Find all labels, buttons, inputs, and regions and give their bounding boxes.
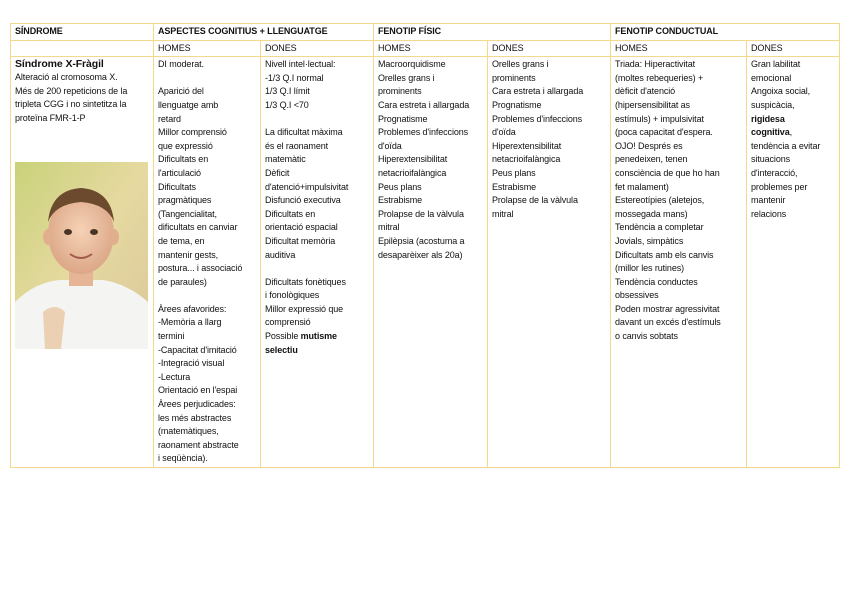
text-line: Cara estreta i allargada: [378, 99, 470, 110]
text-line: que expressió: [158, 140, 213, 151]
cognitiva-comma: ,: [789, 127, 793, 138]
mutisme-bold: mutisme: [300, 331, 337, 342]
text-line: desaparèixer als 20a): [378, 249, 463, 260]
cognitive-women-list: [265, 58, 370, 330]
selectiu-bold: selectiu: [265, 344, 298, 355]
text-line: d'oïda: [492, 127, 516, 138]
text-line: Dificultats fonètiques: [265, 276, 346, 287]
text-line: prominents: [492, 72, 536, 83]
text-line: de tema, en: [158, 235, 205, 246]
text-line: Macroorquidisme: [378, 59, 446, 70]
text-line: [158, 72, 257, 86]
text-line: Disfunció executiva: [265, 195, 341, 206]
text-line: Prognatisme: [492, 99, 542, 110]
text-line: Jovials, simpàtics: [615, 235, 684, 246]
text-line: Àrees perjudicades:: [158, 399, 236, 410]
text-line: (matemàtiques,: [158, 426, 219, 437]
text-line: Hiperextensibilitat: [492, 140, 562, 151]
cognitive-women-cell: [261, 57, 374, 468]
text-line: (millor les rutines): [615, 263, 685, 274]
text-line: d'interacció,: [751, 167, 798, 178]
text-line: prominents: [378, 86, 422, 97]
text-line: 1/3 Q.I <70: [265, 99, 309, 110]
subheader-fisic-homes: HOMES: [374, 40, 488, 57]
text-line: raonament abstracte: [158, 439, 239, 450]
text-line: [158, 289, 257, 303]
text-line: obsessives: [615, 290, 659, 301]
text-line: Dificultats amb els canvis: [615, 249, 714, 260]
text-line: mossegada mans): [615, 208, 688, 219]
text-line: Prolapse de la vàlvula: [492, 195, 578, 206]
text-line: DI moderat.: [158, 59, 204, 70]
text-line: Hiperextensibilitat: [378, 154, 448, 165]
text-line: Angoixa social,: [751, 86, 811, 97]
text-line: Estrabisme: [492, 181, 537, 192]
text-line: La dificultat màxima: [265, 127, 343, 138]
text-line: Prolapse de la vàlvula: [378, 208, 464, 219]
text-line: Dificultats en: [158, 154, 209, 165]
text-line: -Memòria a llarg: [158, 317, 222, 328]
physical-men-cell: [374, 57, 488, 468]
text-line: Peus plans: [492, 167, 536, 178]
text-line: Tendència conductes: [615, 276, 698, 287]
subheader-cognitius-homes: HOMES: [154, 40, 261, 57]
text-line: Dificultat memòria: [265, 235, 336, 246]
text-line: netacrioifalàngica: [492, 154, 561, 165]
text-line: auditiva: [265, 249, 296, 260]
text-line: Millor expressió que: [265, 303, 344, 314]
text-line: Problemes d'infeccions: [492, 113, 583, 124]
text-line: (poca capacitat d'espera.: [615, 127, 713, 138]
syndrome-description-line: proteïna FMR-1-P: [15, 112, 86, 123]
rigidesa-bold: rigidesa: [751, 113, 785, 124]
cognitiva-line: [751, 126, 836, 140]
text-line: consciència de que ho han: [615, 167, 720, 178]
text-line: les més abstractes: [158, 412, 232, 423]
text-line: dificultats en canviar: [158, 222, 238, 233]
subheader-row: [11, 40, 840, 57]
text-line: Orelles grans i: [378, 72, 435, 83]
text-line: -1/3 Q.I normal: [265, 72, 324, 83]
text-line: Triada: Hiperactivitat: [615, 59, 696, 70]
text-line: orientació espacial: [265, 222, 338, 233]
text-line: comprensió: [265, 317, 311, 328]
behaviour-men-cell: [611, 57, 747, 468]
cognitive-men-list: [158, 58, 257, 466]
text-line: suspicàcia,: [751, 99, 795, 110]
subheader-conductual-homes: HOMES: [611, 40, 747, 57]
text-line: (hipersensibilitat as: [615, 99, 690, 110]
text-line: -Integració visual: [158, 358, 225, 369]
text-line: -Lectura: [158, 371, 191, 382]
text-line: Cara estreta i allargada: [492, 86, 584, 97]
text-line: Dificultats: [158, 181, 196, 192]
text-line: davant un excés d'estímuls: [615, 317, 721, 328]
header-fisic: FENOTIP FÍSIC: [374, 24, 611, 41]
text-line: relacions: [751, 208, 787, 219]
text-line: d'atenció+impulsivitat: [265, 181, 349, 192]
text-line: Peus plans: [378, 181, 422, 192]
syndrome-description-line: Més de 200 repeticions de la: [15, 85, 128, 96]
syndrome-name: Síndrome X-Fràgil: [15, 58, 104, 71]
text-line: Millor comprensió: [158, 127, 227, 138]
header-conductual: FENOTIP CONDUCTUAL: [611, 24, 840, 41]
text-line: -Capacitat d'imitació: [158, 344, 237, 355]
text-line: Orientació en l'espai: [158, 385, 238, 396]
syndrome-cell: [11, 57, 154, 468]
subheader-empty: [11, 40, 154, 57]
text-line: Aparició del: [158, 86, 204, 97]
physical-men-list: [378, 58, 484, 262]
child-photo: [15, 162, 148, 349]
text-line: mantenir gests,: [158, 249, 219, 260]
text-line: o canvis sobtats: [615, 331, 678, 342]
text-line: Prognatisme: [378, 113, 428, 124]
text-line: d'oïda: [378, 140, 402, 151]
text-line: OJO! Després es: [615, 140, 683, 151]
text-line: situacions: [751, 154, 791, 165]
text-line: llenguatge amb: [158, 99, 219, 110]
text-line: 1/3 Q.I límit: [265, 86, 310, 97]
behaviour-women-after: [751, 140, 836, 222]
cognitiva-bold: cognitiva: [751, 127, 790, 138]
text-line: Àrees afavorides:: [158, 303, 227, 314]
text-line: estímuls) + impulsivitat: [615, 113, 704, 124]
physical-women-cell: [488, 57, 611, 468]
text-line: Gran labilitat: [751, 59, 801, 70]
mutisme-line: [265, 330, 370, 344]
text-line: [265, 113, 370, 127]
text-line: dèficit d'atenció: [615, 86, 676, 97]
text-line: mitral: [492, 208, 514, 219]
text-line: Orelles grans i: [492, 59, 549, 70]
text-line: emocional: [751, 72, 792, 83]
subheader-conductual-dones: DONES: [747, 40, 840, 57]
header-row: [11, 24, 840, 41]
behaviour-women-cell: [747, 57, 840, 468]
header-sindrome: SÍNDROME: [11, 24, 154, 41]
header-cognitius: ASPECTES COGNITIUS + LLENGUATGE: [154, 24, 374, 41]
text-line: i fonològiques: [265, 290, 320, 301]
text-line: Estrabisme: [378, 195, 423, 206]
text-line: Epilèpsia (acostuma a: [378, 235, 465, 246]
text-line: (Tangencialitat,: [158, 208, 217, 219]
text-line: mitral: [378, 222, 400, 233]
text-line: retard: [158, 113, 181, 124]
text-line: l'articulació: [158, 167, 201, 178]
text-line: de paraules): [158, 276, 207, 287]
text-line: termini: [158, 331, 185, 342]
text-line: penedeixen, tenen: [615, 154, 688, 165]
mutisme-prefix: Possible: [265, 331, 301, 342]
text-line: matemàtic: [265, 154, 306, 165]
text-line: tendència a evitar: [751, 140, 821, 151]
physical-women-list: [492, 58, 607, 221]
text-line: és el raonament: [265, 140, 329, 151]
text-line: netacrioifalàngica: [378, 167, 447, 178]
text-line: Dificultats en: [265, 208, 316, 219]
text-line: (moltes rebequeries) +: [615, 72, 704, 83]
text-line: problemes per: [751, 181, 808, 192]
text-line: Problemes d'infeccions: [378, 127, 469, 138]
text-line: Dèficit: [265, 167, 290, 178]
syndrome-table: [10, 23, 840, 468]
text-line: Tendència a completar: [615, 222, 704, 233]
cognitive-men-cell: [154, 57, 261, 468]
text-line: fet malament): [615, 181, 669, 192]
text-line: Poden mostrar agressivitat: [615, 303, 720, 314]
behaviour-men-list: [615, 58, 743, 343]
text-line: pragmàtiques: [158, 195, 212, 206]
syndrome-description-line: tripleta CGG i no sintetitza la: [15, 99, 127, 110]
behaviour-women-before: [751, 58, 836, 112]
subheader-cognitius-dones: DONES: [261, 40, 374, 57]
syndrome-description-line: Alteració al cromosoma X.: [15, 72, 118, 83]
text-line: mantenir: [751, 195, 786, 206]
text-line: Nivell intel·lectual:: [265, 59, 336, 70]
text-line: [265, 262, 370, 276]
text-line: Estereotípies (aletejos,: [615, 195, 705, 206]
subheader-fisic-dones: DONES: [488, 40, 611, 57]
text-line: i seqüència).: [158, 453, 208, 464]
text-line: postura... i associació: [158, 263, 243, 274]
syndrome-row: [11, 57, 840, 468]
